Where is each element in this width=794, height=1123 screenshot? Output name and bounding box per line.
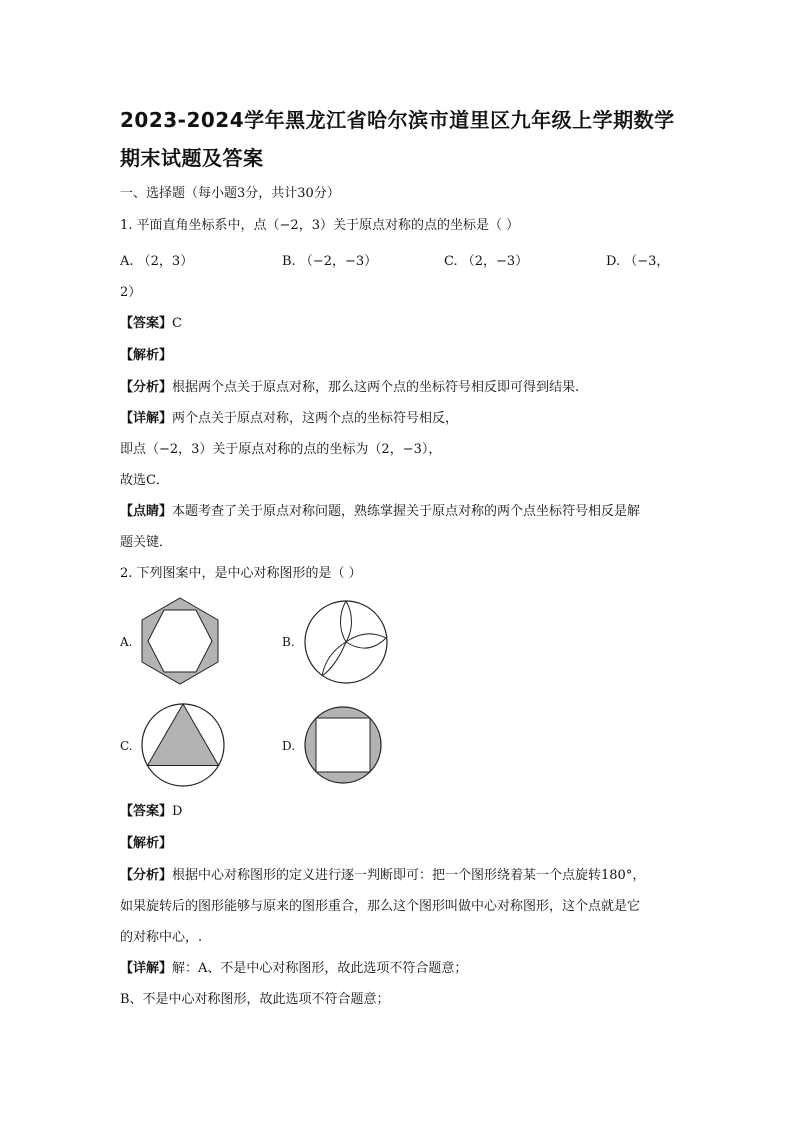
- q2-fenxi-text: 根据中心对称图形的定义进行逐一判断即可：把一个图形绕着某一个点旋转180°，: [172, 868, 646, 883]
- q1-xiangjie: [120, 409, 458, 429]
- q2-fenxi-cont1: 如果旋转后的图形能够与原来的图形重合，那么这个图形叫做中心对称图形，这个点就是它: [120, 899, 641, 914]
- q1-option-d: D. （−3，: [606, 254, 670, 269]
- q2-fig-label-d: D.: [282, 739, 296, 753]
- q1-option-a: A. （2，3）: [120, 254, 194, 269]
- q1-fenxi-text: 根据两个点关于原点对称，那么这两个点的坐标符号相反即可得到结果.: [172, 380, 580, 395]
- q2-stem: 2. 下列图案中，是中心对称图形的是（ ）: [120, 566, 362, 581]
- q1-stem: 1. 平面直角坐标系中，点（−2，3）关于原点对称的点的坐标是（ ）: [120, 218, 520, 233]
- q1-answer-value: C: [172, 316, 182, 331]
- q2-analysis-tag: [120, 834, 172, 854]
- q1-dianjing: [120, 502, 640, 522]
- q1-answer: [120, 314, 182, 334]
- q2-fig-label-a: A.: [120, 635, 133, 649]
- q2-xiangjie-tag: 【详解】: [120, 961, 173, 976]
- doc-title-line1: 2023-2024学年黑龙江省哈尔滨市道里区九年级上学期数学: [120, 108, 675, 132]
- doc-title-line2: 期末试题及答案: [120, 146, 264, 170]
- q2-figure-b: [302, 598, 390, 686]
- q2-fenxi-tag: 【分析】: [120, 868, 173, 883]
- q2-fenxi: [120, 866, 645, 886]
- q1-dianjing-tag: 【点睛】: [120, 504, 173, 519]
- q1-xiangjie-line3: 故选C．: [120, 473, 169, 488]
- q2-analysis-label: 【解析】: [120, 836, 173, 851]
- q2-xiangjie: [120, 959, 467, 979]
- q1-xiangjie-tag: 【详解】: [120, 411, 173, 426]
- q2-answer-value: D: [172, 804, 183, 819]
- q1-xiangjie-line2: 即点（−2，3）关于原点对称的点的坐标为（2，−3），: [120, 442, 442, 457]
- q2-figure-a: [138, 596, 222, 686]
- q1-option-b: B. （−2，−3）: [282, 254, 378, 269]
- q1-option-d-cont: 2）: [120, 285, 142, 300]
- q1-dianjing-text: 本题考查了关于原点对称问题，熟练掌握关于原点对称的两个点坐标符号相反是解: [172, 504, 641, 519]
- q2-answer: [120, 802, 182, 822]
- q1-xiangjie-text: 两个点关于原点对称，这两个点的坐标符号相反，: [172, 411, 459, 426]
- q2-xiangjie-line-b: B、不是中心对称图形，故此选项不符合题意；: [120, 992, 390, 1007]
- q1-dianjing-cont: 题关键．: [120, 535, 173, 550]
- section-heading: 一、选择题（每小题3分，共计30分）: [120, 186, 340, 201]
- q2-figure-c: [140, 702, 226, 788]
- q2-figure-d: [303, 705, 383, 785]
- q2-fig-label-c: C.: [120, 739, 133, 753]
- q1-fenxi: [120, 378, 579, 398]
- q2-fig-label-b: B.: [282, 635, 295, 649]
- q1-analysis-tag: [120, 346, 172, 366]
- q2-fenxi-cont2: 的对称中心，.: [120, 930, 203, 945]
- q2-answer-tag: 【答案】: [120, 804, 173, 819]
- q1-fenxi-tag: 【分析】: [120, 380, 173, 395]
- q1-option-c: C. （2，−3）: [444, 254, 529, 269]
- q2-xiangjie-text: 解：A、不是中心对称图形，故此选项不符合题意；: [172, 961, 468, 976]
- q1-answer-tag: 【答案】: [120, 316, 173, 331]
- q1-analysis-label: 【解析】: [120, 348, 173, 363]
